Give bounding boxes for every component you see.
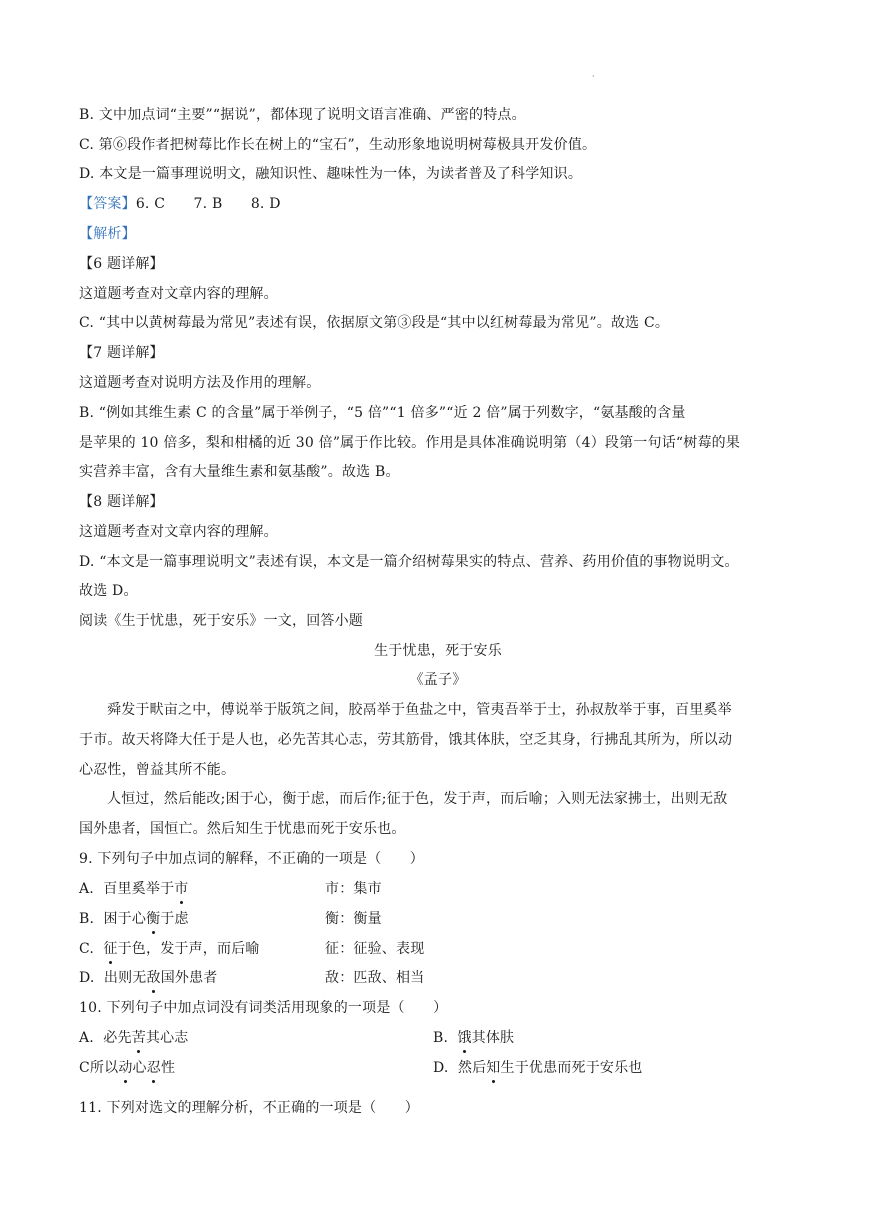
top-mark: · — [592, 72, 595, 81]
q9-option-b: B. 困于心衡于虑 衡：衡量 — [79, 911, 382, 927]
option-d-text: D. 本文是一篇事理说明文，融知识性、趣味性为一体，为读者普及了科学知识。 — [79, 166, 583, 182]
question-11: 11. 下列对选文的理解分析，不正确的一项是（ ） — [79, 1100, 419, 1116]
q7-line-1: 这道题考查对说明方法及作用的理解。 — [79, 375, 321, 391]
q6-line-1: 这道题考查对文章内容的理解。 — [79, 286, 278, 302]
q9-option-a: A. 百里奚举于市 市：集市 — [79, 881, 382, 897]
answer-tag: 【答案】 — [79, 196, 136, 212]
question-10: 10. 下列句子中加点词没有词类活用现象的一项是（ ） — [79, 1000, 448, 1016]
q8-line-3: 故选 D。 — [79, 583, 138, 599]
q9-option-d: D. 出则无敌国外患者 敌：匹敌、相当 — [79, 970, 425, 986]
passage-p1-line-2: 于市。故天将降大任于是人也，必先苦其心志，劳其筋骨，饿其体肤，空乏其身，行拂乱其所为，所以动 — [79, 732, 733, 748]
q8-heading: 【8 题详解】 — [79, 494, 164, 510]
passage-p1-line-3: 心忍性，曾益其所不能。 — [79, 762, 236, 778]
q10-option-d: D. 然后知生于优患而死于安乐也 — [433, 1060, 643, 1076]
analysis-tag: 【解析】 — [79, 226, 136, 242]
q9-option-a-explanation: 市：集市 — [325, 881, 382, 897]
q10-row-2 — [79, 1058, 797, 1078]
q7-line-2: B. “例如其维生素 C 的含量”属于举例子，“5 倍”“1 倍多”“近 2 倍”属于列数字，“氨基酸的含量 — [79, 405, 686, 421]
dotted-word: 征 — [103, 941, 118, 957]
dotted-word: 知 — [486, 1060, 501, 1076]
dotted-word: 动 — [118, 1060, 133, 1076]
dotted-word: 饿 — [457, 1030, 472, 1046]
dotted-word: 苦 — [131, 1030, 146, 1046]
dotted-word: 忍 — [146, 1060, 161, 1076]
q8-line-2: D. “本文是一篇事理说明文”表述有误，本文是一篇介绍树莓果实的特点、营养、药用价值的事物说明文。 — [79, 554, 739, 570]
q6-heading: 【6 题详解】 — [79, 256, 164, 272]
q9-option-c-explanation: 征：征验、表现 — [325, 941, 425, 957]
question-9: 9. 下列句子中加点词的解释，不正确的一项是（ ） — [79, 851, 425, 867]
option-b-text: B. 文中加点词“主要”“据说”，都体现了说明文语言准确、严密的特点。 — [79, 107, 526, 123]
passage-title: 生于忧患，死于安乐 — [374, 643, 502, 659]
passage-p2-line-2: 国外患者，国恒亡。然后知生于忧患而死于安乐也。 — [79, 821, 406, 837]
q10-option-c: C所以动心忍性 — [79, 1060, 176, 1076]
q9-option-d-explanation: 敌：匹敌、相当 — [325, 970, 425, 986]
reading-instruction: 阅读《生于忧患，死于安乐》一文，回答小题 — [79, 613, 363, 629]
dotted-word: 市 — [174, 881, 189, 897]
q7-line-4: 实营养丰富，含有大量维生素和氨基酸”。故选 B。 — [79, 464, 400, 480]
q6-line-2: C. “其中以黄树莓最为常见”表述有误，依据原文第③段是“其中以红树莓最为常见”。故选 C。 — [79, 315, 670, 331]
passage-author: 《孟子》 — [409, 672, 467, 688]
q8-line-1: 这道题考查对文章内容的理解。 — [79, 524, 278, 540]
dotted-word: 敌 — [146, 970, 161, 986]
passage-p1-line-1: 舜发于畎亩之中，傅说举于版筑之间，胶鬲举于鱼盐之中，管夷吾举于士，孙叔敖举于事，百里奚举 — [107, 702, 732, 718]
q7-line-3: 是苹果的 10 倍多，梨和柑橘的近 30 倍”属于作比较。作用是具体准确说明第（4）段第一句话“树莓的果 — [79, 435, 741, 451]
q9-option-c: C. 征于色，发于声，而后喻 征：征验、表现 — [79, 941, 425, 957]
answer-line — [79, 194, 797, 214]
q9-option-b-explanation: 衡：衡量 — [325, 911, 382, 927]
q7-heading: 【7 题详解】 — [79, 345, 164, 361]
answer-text: 6. C 7. B 8. D — [135, 196, 281, 212]
q10-row-1 — [79, 1028, 797, 1048]
q10-option-b: B. 饿其体肤 — [433, 1030, 515, 1046]
q10-option-a: A. 必先苦其心志 — [79, 1030, 189, 1046]
dotted-word: 衡 — [146, 911, 161, 927]
option-c-text: C. 第⑥段作者把树莓比作长在树上的“宝石”，生动形象地说明树莓极具开发价值。 — [79, 137, 597, 153]
passage-p2-line-1: 人恒过，然后能改;困于心，衡于虑，而后作;征于色，发于声，而后喻；入则无法家拂士，出则无敌 — [107, 791, 728, 807]
